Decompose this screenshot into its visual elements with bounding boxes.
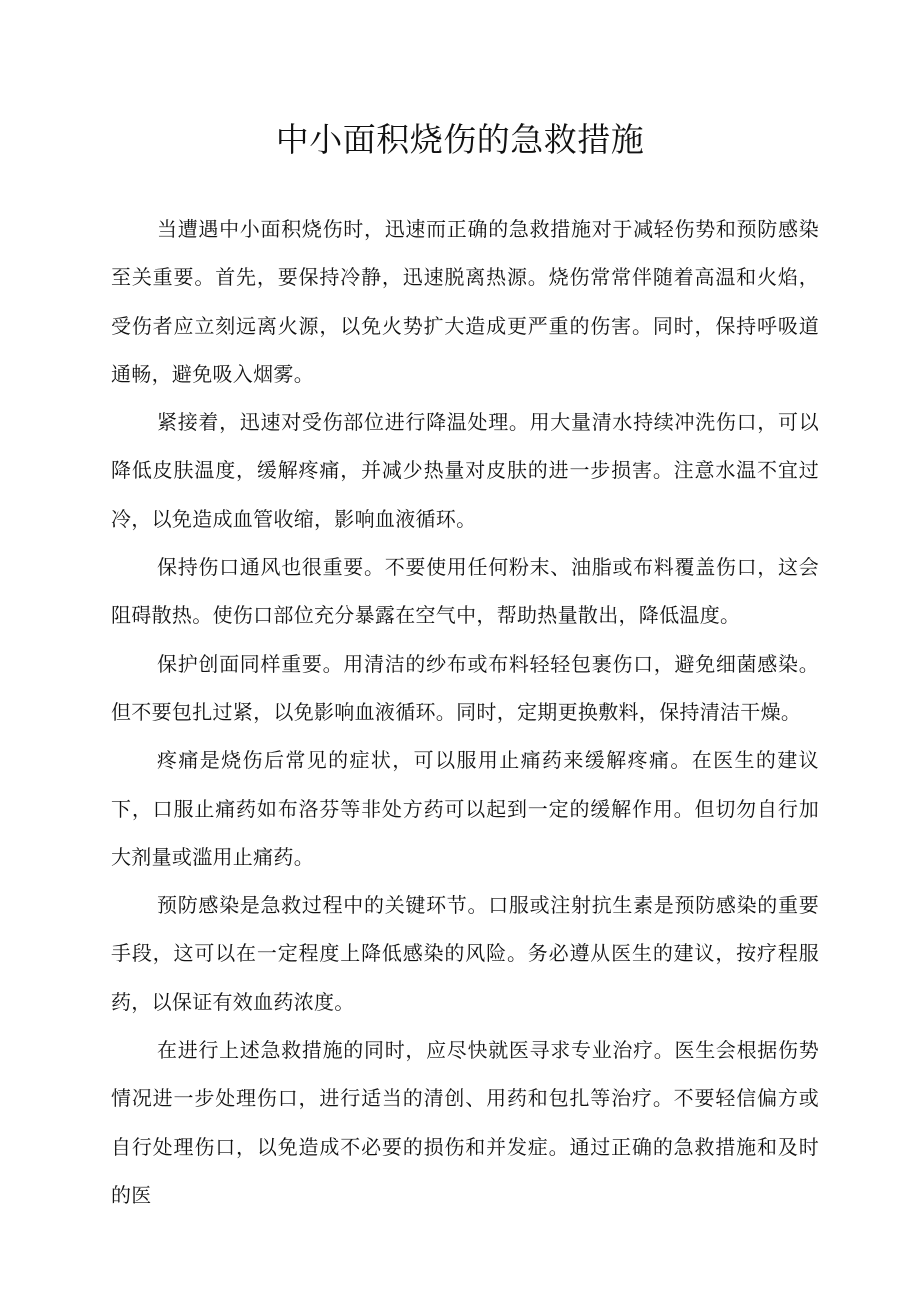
paragraph-5: 疼痛是烧伤后常见的症状，可以服用止痛药来缓解疼痛。在医生的建议下，口服止痛药如布洛芬等非处方药可以起到一定的缓解作用。但切勿自行加大剂量或滥用止痛药。 [111,748,819,869]
paragraph-6: 预防感染是急救过程中的关键环节。口服或注射抗生素是预防感染的重要手段，这可以在一定程度上降低感染的风险。务必遵从医生的建议，按疗程服药，以保证有效血药浓度。 [111,893,819,1014]
paragraph-7: 在进行上述急救措施的同时，应尽快就医寻求专业治疗。医生会根据伤势情况进一步处理伤口，进行适当的清创、用药和包扎等治疗。不要轻信偏方或自行处理伤口，以免造成不必要的损伤和并发症。通过正确的急救措施和及时的医 [111,1038,819,1207]
page-title: 中小面积烧伤的急救措施 [275,120,645,159]
paragraph-3: 保持伤口通风也很重要。不要使用任何粉末、油脂或布料覆盖伤口，这会阻碍散热。使伤口部位充分暴露在空气中，帮助热量散出，降低温度。 [111,555,819,628]
paragraph-4: 保护创面同样重要。用清洁的纱布或布料轻轻包裹伤口，避免细菌感染。但不要包扎过紧，以免影响血液循环。同时，定期更换敷料，保持清洁干燥。 [111,651,819,724]
paragraph-1: 当遭遇中小面积烧伤时，迅速而正确的急救措施对于减轻伤势和预防感染至关重要。首先，要保持冷静，迅速脱离热源。烧伤常常伴随着高温和火焰，受伤者应立刻远离火源，以免火势扩大造成更严重的伤害。同时，保持呼吸道通畅，避免吸入烟雾。 [111,217,819,386]
paragraph-2: 紧接着，迅速对受伤部位进行降温处理。用大量清水持续冲洗伤口，可以降低皮肤温度，缓解疼痛，并减少热量对皮肤的进一步损害。注意水温不宜过冷，以免造成血管收缩，影响血液循环。 [111,410,819,531]
document-body [111,205,819,1219]
